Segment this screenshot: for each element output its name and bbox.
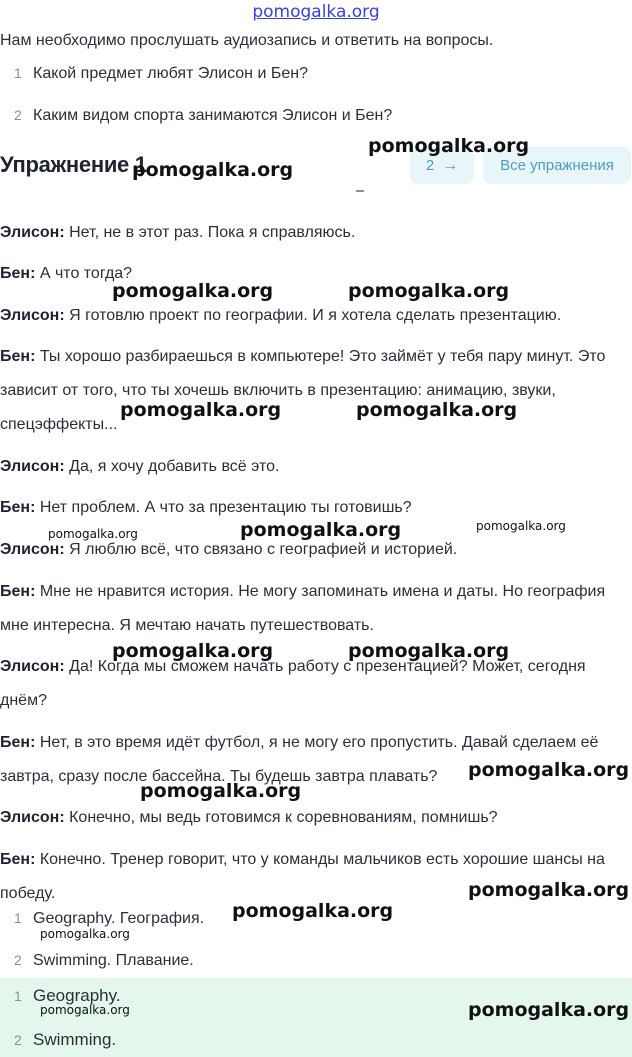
dialogue-text: А что тогда?: [35, 265, 133, 282]
watermark: pomogalka.org: [468, 759, 630, 781]
speaker-name: Бен:: [0, 265, 36, 282]
site-link-top[interactable]: pomogalka.org: [252, 2, 380, 22]
answer-text: Geography. География.: [33, 910, 205, 927]
all-exercises-label: Все упражнения: [500, 157, 614, 174]
answer-number: 1: [14, 988, 22, 1004]
dialogue-line: [0, 257, 632, 291]
watermark: pomogalka.org: [476, 519, 566, 533]
speaker-name: Бен:: [0, 499, 36, 516]
dialogue-line: [0, 340, 632, 442]
dialogue-text: Мне не нравится история. Не могу запоминать имена и даты. Но география мне интересна. Я мечтаю начать путешествовать.: [0, 583, 606, 634]
watermark: pomogalka.org: [140, 780, 302, 802]
question-text: Каким видом спорта занимаются Элисон и Бен?: [33, 107, 393, 124]
next-exercise-label: 2: [425, 157, 435, 174]
watermark: pomogalka.org: [348, 280, 510, 302]
dialogue-text: Я готовлю проект по географии. И я хотела сделать презентацию.: [64, 307, 562, 324]
watermark: pomogalka.org: [468, 879, 630, 901]
task-intro: Нам необходимо прослушать аудиозапись и ответить на вопросы.: [0, 32, 494, 49]
dialogue-text: Да, я хочу добавить всё это.: [64, 458, 280, 475]
watermark: pomogalka.org: [232, 900, 394, 922]
answer-item-en: [14, 1030, 116, 1050]
dialogue-text: Нет, в это время идёт футбол, я не могу его пропустить. Давай сделаем её завтра, сразу после бассейна. Ты будешь завтра плавать?: [0, 734, 599, 785]
speaker-name: Бен:: [0, 734, 36, 751]
arrow-right-icon: →: [442, 156, 459, 174]
answer-text: Swimming. Плавание.: [33, 952, 194, 969]
speaker-name: Элисон:: [0, 224, 65, 241]
dialogue-line: [0, 650, 632, 718]
watermark: pomogalka.org: [48, 527, 138, 541]
dialogue-text: Да! Когда мы сможем начать работу с презентацией? Может, сегодня днём?: [0, 658, 586, 709]
answer-item: [14, 910, 204, 928]
speaker-name: Элисон:: [0, 541, 65, 558]
answer-number: 2: [14, 952, 22, 968]
question-item: [14, 107, 392, 125]
dialogue-text: Конечно. Тренер говорит, что у команды мальчиков есть хорошие шансы на победу.: [0, 851, 605, 902]
dialogue-text: Я люблю всё, что связано с географией и историей.: [64, 541, 458, 558]
answer-number: 1: [14, 910, 22, 926]
watermark: pomogalka.org: [240, 519, 402, 541]
speaker-name: Элисон:: [0, 307, 65, 324]
dialogue-line: [0, 299, 632, 333]
answer-item: [14, 952, 194, 970]
watermark: pomogalka.org: [40, 1003, 130, 1017]
speaker-name: Элисон:: [0, 809, 65, 826]
speaker-name: Бен:: [0, 348, 36, 365]
watermark: pomogalka.org: [112, 640, 274, 662]
divider: [356, 190, 364, 192]
speaker-name: Бен:: [0, 583, 36, 600]
watermark: pomogalka.org: [348, 640, 510, 662]
watermark: pomogalka.org: [120, 399, 282, 421]
question-number: 1: [14, 65, 22, 81]
watermark: pomogalka.org: [132, 159, 294, 181]
exercise-title: Упражнение 1: [0, 152, 147, 177]
dialogue-line: [0, 216, 632, 250]
watermark: pomogalka.org: [356, 399, 518, 421]
question-item: [14, 65, 308, 83]
dialogue-text: Нет, не в этот раз. Пока я справляюсь.: [64, 224, 356, 241]
watermark: pomogalka.org: [368, 135, 530, 157]
dialogue-line: [0, 575, 632, 643]
watermark: pomogalka.org: [112, 280, 274, 302]
watermark: pomogalka.org: [468, 999, 630, 1021]
question-text: Какой предмет любят Элисон и Бен?: [33, 65, 308, 82]
watermark: pomogalka.org: [40, 927, 130, 941]
dialogue-text: Ты хорошо разбираешься в компьютере! Это займёт у тебя пару минут. Это зависит от того, что ты хочешь включить в презентацию: анимацию, звуки, спецэффекты...: [0, 348, 606, 433]
speaker-name: Бен:: [0, 851, 36, 868]
speaker-name: Элисон:: [0, 458, 65, 475]
answer-text: Geography.: [33, 986, 121, 1005]
dialogue-line: [0, 801, 632, 835]
answer-number: 2: [14, 1032, 22, 1048]
speaker-name: Элисон:: [0, 658, 65, 675]
dialogue-line: [0, 450, 632, 484]
answer-text: Swimming.: [33, 1030, 117, 1049]
question-number: 2: [14, 107, 22, 123]
dialogue-text: Конечно, мы ведь готовимся к соревнованиям, помнишь?: [64, 809, 498, 826]
dialogue-text: Нет проблем. А что за презентацию ты готовишь?: [35, 499, 412, 516]
